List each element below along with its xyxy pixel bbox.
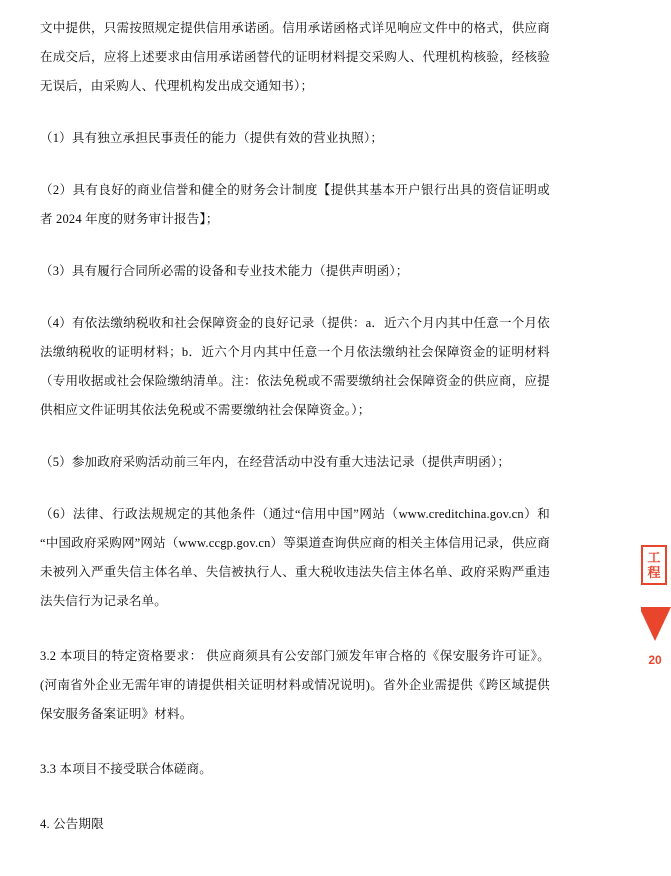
watermark-vertical-text: 工程 [641, 545, 667, 585]
document-body [40, 14, 550, 839]
paragraph-condition-5: （5）参加政府采购活动前三年内，在经营活动中没有重大违法记录（提供声明函）； [40, 455, 511, 469]
paragraph-section-3-2: 3.2 本项目的特定资格要求： 供应商须具有公安部门颁发年审合格的《保安服务许可证》。(河南省外企业无需年审的请提供相关证明材料或情况说明)。省外企业需提供《跨区域提供保安服务备案证明》材料。 [40, 649, 550, 721]
paragraph-condition-2: （2）具有良好的商业信誉和健全的财务会计制度【提供其基本开户银行出具的资信证明或者 2024 年度的财务审计报告】； [40, 183, 550, 226]
paragraph-condition-4: （4）有依法缴纳税收和社会保障资金的良好记录（提供：a．近六个月内其中任意一个月依法缴纳税收的证明材料；b．近六个月内其中任意一个月依法缴纳社会保障资金的证明材料（专用收据或社会保险缴纳清单。注：依法免税或不需要缴纳社会保障资金的供应商，应提供相应文件证明其依法免税或不需要缴纳社会保障资金。）； [40, 316, 550, 417]
watermark-stamp [641, 545, 671, 715]
paragraph-section-3-3: 3.3 本项目不接受联合体磋商。 [40, 762, 212, 776]
paragraph-condition-6: （6）法律、行政法规规定的其他条件（通过“信用中国”网站（www.creditchina.gov.cn）和 “中国政府采购网”网站（www.ccgp.gov.cn）等渠道查询供应商的相关主体信用记录，供应商未被列入严重失信主体名单、失信被执行人、重大税收违法失信主体名单、政府采购严重违法失信行为记录名单。 [40, 507, 550, 608]
paragraph-intro: 文中提供，只需按照规定提供信用承诺函。信用承诺函格式详见响应文件中的格式，供应商在成交后，应将上述要求由信用承诺函替代的证明材料提交采购人、代理机构核验，经核验无误后，由采购人、代理机构发出成交通知书）； [40, 21, 550, 93]
paragraph-condition-1: （1）具有独立承担民事责任的能力（提供有效的营业执照）； [40, 131, 384, 145]
paragraph-condition-3: （3）具有履行合同所必需的设备和专业技术能力（提供声明函）； [40, 264, 409, 278]
paragraph-section-4-title: 4. 公告期限 [40, 817, 104, 831]
watermark-bottom-text: 20 [648, 653, 662, 667]
watermark-triangle-icon [641, 607, 671, 641]
